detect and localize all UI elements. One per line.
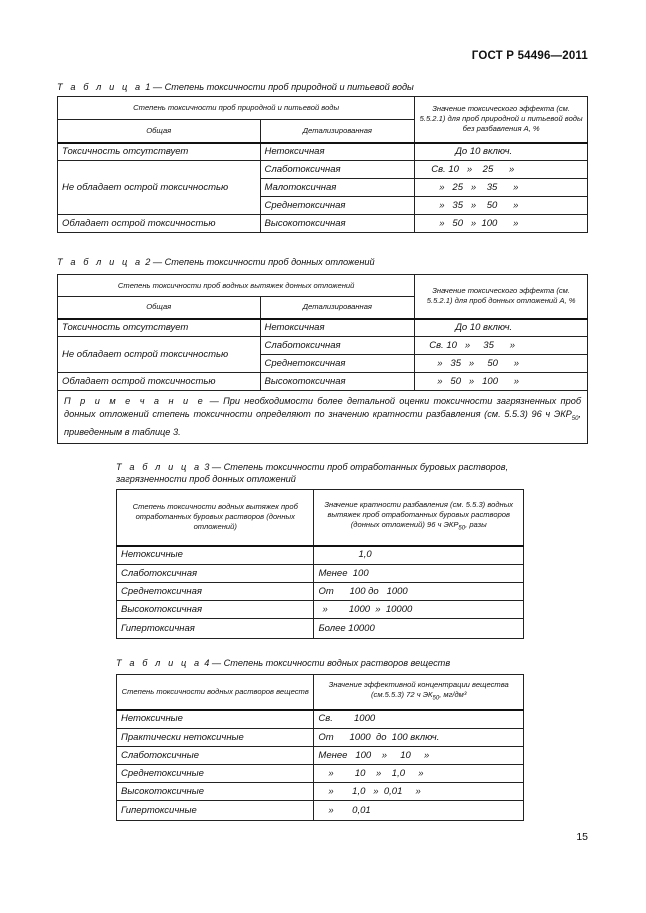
table4-caption-text: 4 — Степень токсичности водных растворов веществ: [204, 658, 451, 668]
table2-note-label: П р и м е ч а н и е: [64, 396, 206, 406]
table1-cell-value: До 10 включ.: [415, 143, 588, 161]
table-row: [117, 783, 524, 801]
table1-caption-label: Т а б л и ц а: [57, 82, 143, 92]
table4-header-right-text: Значение эффективной концентрации вещества (см.5.5.3) 72 ч ЭК: [328, 679, 509, 699]
table2-note-text: — При необходимости более детальной оценки токсичности загрязненных проб донных отложений степень токсичности определяют по значению кратности разбавления (см. 5.5.3) 96 ч ЭКР: [64, 396, 582, 419]
table-row: [58, 319, 588, 337]
table-row: [58, 161, 588, 179]
table4-cell-label: Гипертоксичные: [117, 801, 314, 821]
table2-caption-text: 2 — Степень токсичности проб донных отложений: [145, 257, 375, 267]
table1-cell-value: Св. 10 » 25 »: [415, 161, 588, 179]
table2-cell-general: Не обладает острой токсичностью: [58, 337, 261, 373]
table1-cell-detailed: Нетоксичная: [260, 143, 415, 161]
table3-caption-text: 3 — Степень токсичности проб отработанных буровых растворов, загрязненности проб донных отложений: [116, 462, 509, 484]
table2-cell-value: До 10 включ.: [415, 319, 588, 337]
table-row: [117, 765, 524, 783]
table4-cell-label: Высокотоксичные: [117, 783, 314, 801]
table2-cell-detailed: Высокотоксичная: [260, 373, 415, 391]
table-row: [117, 583, 524, 601]
table-row: [58, 373, 588, 391]
table4-cell-label: Слаботоксичные: [117, 747, 314, 765]
table4-caption-label: Т а б л и ц а: [116, 658, 202, 668]
table1-cell-value: » 25 » 35 »: [415, 179, 588, 197]
table-row: [117, 801, 524, 821]
table1-cell-detailed: Малотоксичная: [260, 179, 415, 197]
table1-cell-general: Обладает острой токсичностью: [58, 215, 261, 233]
table1-cell-value: » 50 » 100 »: [415, 215, 588, 233]
table2-cell-detailed: Среднетоксичная: [260, 355, 415, 373]
table2-header-detailed: Детализированная: [260, 297, 415, 319]
document-id: ГОСТ Р 54496—2011: [471, 50, 588, 62]
table2-cell-value: » 35 » 50 »: [415, 355, 588, 373]
table4-cell-value: » 0,01: [314, 801, 524, 821]
table4-cell-label: Среднетоксичные: [117, 765, 314, 783]
table1: [57, 96, 588, 233]
table-row: [117, 729, 524, 747]
table1-header-value: Значение токсического эффекта (см. 5.5.2.1) для проб природной и питьевой воды без разбавления А, %: [415, 97, 588, 143]
table4-cell-value: Менее 100 » 10 »: [314, 747, 524, 765]
table3-cell-label: Гипертоксичная: [117, 619, 314, 639]
table1-header-general: Общая: [58, 120, 261, 143]
table3-header-right-tail: , разы: [465, 520, 487, 530]
table3: [116, 489, 524, 639]
table4-header-right: [314, 675, 524, 710]
table-row: [117, 747, 524, 765]
table2-caption: [57, 256, 375, 268]
table-row: [58, 143, 588, 161]
table3-cell-label: Среднетоксичная: [117, 583, 314, 601]
table2-header-value: Значение токсического эффекта (см. 5.5.2.1) для проб донных отложений А, %: [415, 275, 588, 319]
table4-cell-label: Практически нетоксичные: [117, 729, 314, 747]
table2-cell-general: Обладает острой токсичностью: [58, 373, 261, 391]
table3-header-right-sub: 50: [458, 526, 466, 532]
table3-caption: [116, 461, 526, 485]
table-row: [117, 601, 524, 619]
table3-header-right: [314, 490, 524, 546]
table-row: [58, 215, 588, 233]
table4-caption: [116, 657, 450, 669]
page-number: 15: [576, 831, 588, 843]
table4-header-right-sub: 50: [432, 695, 440, 702]
table4-cell-value: » 1,0 » 0,01 »: [314, 783, 524, 801]
table3-header-right-text: Значение кратности разбавления (см. 5.5.3) водных вытяжек проб отработанных буровых растворов (донных отложений) 96 ч ЭКР: [324, 500, 514, 530]
table2-cell-value: Св. 10 » 35 »: [415, 337, 588, 355]
table3-caption-label: Т а б л и ц а: [116, 462, 202, 472]
table2-cell-detailed: Нетоксичная: [260, 319, 415, 337]
table-row: [117, 619, 524, 639]
table3-cell-label: Слаботоксичная: [117, 565, 314, 583]
table4-cell-value: От 1000 до 100 включ.: [314, 729, 524, 747]
table1-caption-text: 1 — Степень токсичности проб природной и питьевой воды: [145, 82, 414, 92]
table1-header-group: Степень токсичности проб природной и питьевой воды: [58, 97, 415, 120]
table3-cell-value: Более 10000: [314, 619, 524, 639]
table1-cell-value: » 35 » 50 »: [415, 197, 588, 215]
table2-header-general: Общая: [58, 297, 261, 319]
table2-cell-general: Токсичность отсутствует: [58, 319, 261, 337]
table-row: [117, 710, 524, 729]
table4: [116, 674, 524, 821]
table-row: [117, 565, 524, 583]
table3-cell-value: Менее 100: [314, 565, 524, 583]
table4-header-left: Степень токсичности водных растворов веществ: [117, 675, 314, 710]
table3-cell-label: Нетоксичные: [117, 546, 314, 565]
table1-header-detailed: Детализированная: [260, 120, 415, 143]
table4-header-right-tail: , мг/дм³: [439, 689, 467, 699]
table3-header-left: Степень токсичности водных вытяжек проб отработанных буровых растворов (донных отложений): [117, 490, 314, 546]
table2-caption-label: Т а б л и ц а: [57, 257, 143, 267]
table3-cell-value: » 1000 » 10000: [314, 601, 524, 619]
table2-note: [58, 391, 588, 444]
table1-cell-detailed: Высокотоксичная: [260, 215, 415, 233]
table-row: [58, 337, 588, 355]
table2-cell-value: » 50 » 100 »: [415, 373, 588, 391]
table4-cell-label: Нетоксичные: [117, 710, 314, 729]
table2-cell-detailed: Слаботоксичная: [260, 337, 415, 355]
table1-cell-detailed: Среднетоксичная: [260, 197, 415, 215]
table4-cell-value: Св. 1000: [314, 710, 524, 729]
table2-header-group: Степень токсичности проб водных вытяжек донных отложений: [58, 275, 415, 297]
table2: [57, 274, 588, 444]
table2-note-tail: , приведенным в таблице 3.: [64, 409, 581, 437]
table1-cell-general: Не обладает острой токсичностью: [58, 161, 261, 215]
table1-cell-detailed: Слаботоксичная: [260, 161, 415, 179]
table4-cell-value: » 10 » 1,0 »: [314, 765, 524, 783]
table3-cell-value: 1,0: [314, 546, 524, 565]
table1-caption: [57, 81, 414, 93]
table2-note-sub: 50: [571, 415, 579, 422]
table-row: [117, 546, 524, 565]
table3-cell-value: От 100 до 1000: [314, 583, 524, 601]
table3-cell-label: Высокотоксичная: [117, 601, 314, 619]
table1-cell-general: Токсичность отсутствует: [58, 143, 261, 161]
